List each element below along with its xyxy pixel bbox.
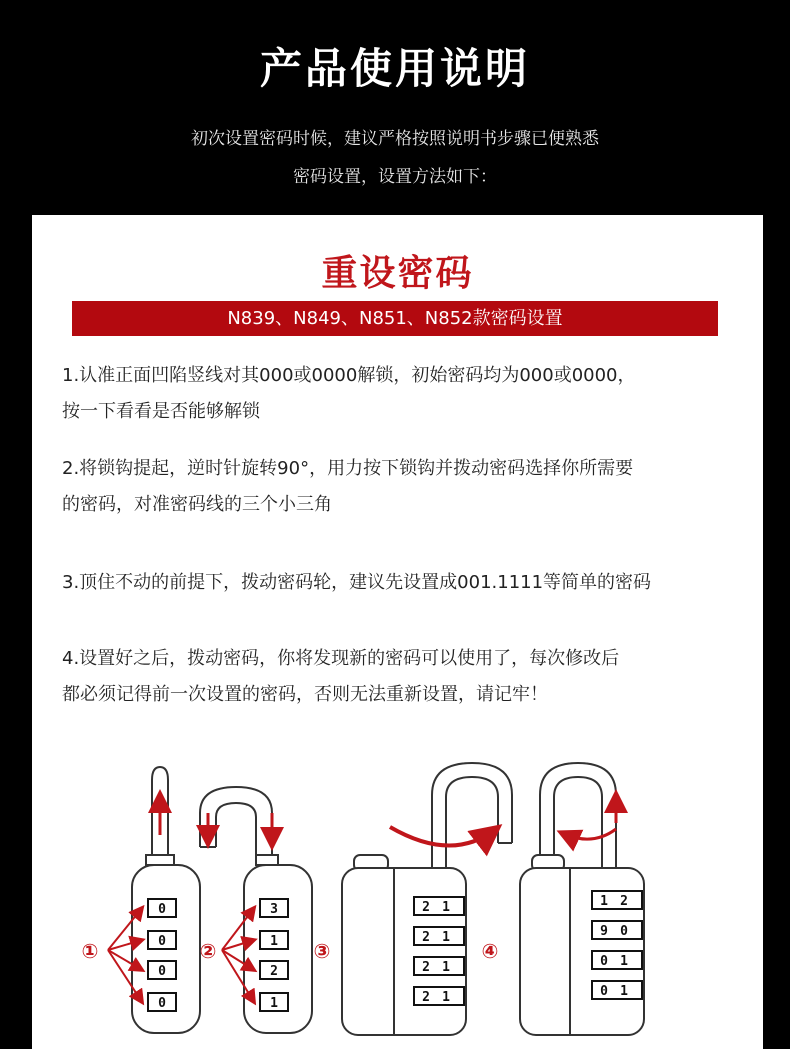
- models-bar: N839、N849、N851、N852款密码设置: [72, 301, 718, 336]
- rotate-arrow-3: [390, 827, 496, 846]
- lock-3-wheel-2b: 1: [442, 930, 450, 945]
- step-3-line-1: 3.顶住不动的前提下，拨动密码轮，建议先设置成001.1111等简单的密码: [62, 572, 652, 593]
- intro-line-2: 密码设置，设置方法如下：: [293, 167, 497, 187]
- marker-2: ②: [199, 939, 217, 963]
- marker-3: ③: [313, 939, 331, 963]
- instruction-panel: [32, 215, 763, 1049]
- lock-1-wheel-1: 0: [158, 902, 166, 917]
- lock-4-wheel-4b: 1: [620, 984, 628, 999]
- lock-2-wheel-1: 3: [270, 902, 278, 917]
- lock-3-wheel-2a: 2: [422, 930, 430, 945]
- lock-4-wheel-3a: 0: [600, 954, 608, 969]
- lock-3-wheel-3a: 2: [422, 960, 430, 975]
- lock-4-wheel-2a: 9: [600, 924, 608, 939]
- rotate-arrow-4: [562, 829, 616, 839]
- marker-1: ①: [81, 939, 99, 963]
- lock-1-wheel-4: 0: [158, 996, 166, 1011]
- step-2-line-2: 的密码，对准密码线的三个小三角: [62, 494, 332, 515]
- lock-1-wheel-3: 0: [158, 964, 166, 979]
- step-4-line-1: 4.设置好之后，拨动密码，你将发现新的密码可以使用了，每次修改后: [62, 648, 620, 669]
- step-1-line-1: 1.认准正面凹陷竖线对其000或0000解锁，初始密码均为000或0000，: [62, 365, 636, 386]
- lock-4-wheel-4a: 0: [600, 984, 608, 999]
- lock-4-wheel-2b: 0: [620, 924, 628, 939]
- lock-4-wheel-1a: 1: [600, 894, 608, 909]
- lock-4-wheel-1b: 2: [620, 894, 628, 909]
- step-4-line-2: 都必须记得前一次设置的密码，否则无法重新设置，请记牢！: [62, 684, 548, 705]
- lock-2: [200, 787, 312, 1033]
- lock-diagram: [32, 215, 763, 1049]
- lock-2-wheel-3: 2: [270, 964, 278, 979]
- lock-3-wheel-4b: 1: [442, 990, 450, 1005]
- lock-3-wheel-1a: 2: [422, 900, 430, 915]
- marker-4: ④: [481, 939, 499, 963]
- lock-3-wheel-3b: 1: [442, 960, 450, 975]
- lock-4-wheel-3b: 1: [620, 954, 628, 969]
- lock-3-wheel-1b: 1: [442, 900, 450, 915]
- step-2-line-1: 2.将锁钩提起，逆时针旋转90°，用力按下锁钩并拨动密码选择你所需要: [62, 458, 634, 479]
- lock-2-wheel-4: 1: [270, 996, 278, 1011]
- lock-1-wheel-2: 0: [158, 934, 166, 949]
- section-title: 重设密码: [321, 253, 474, 294]
- intro-line-1: 初次设置密码时候，建议严格按照说明书步骤已便熟悉: [191, 129, 599, 149]
- lock-3-wheel-4a: 2: [422, 990, 430, 1005]
- lock-2-wheel-2: 1: [270, 934, 278, 949]
- page-title: 产品使用说明: [259, 44, 530, 93]
- step-1-line-2: 按一下看看是否能够解锁: [62, 401, 260, 422]
